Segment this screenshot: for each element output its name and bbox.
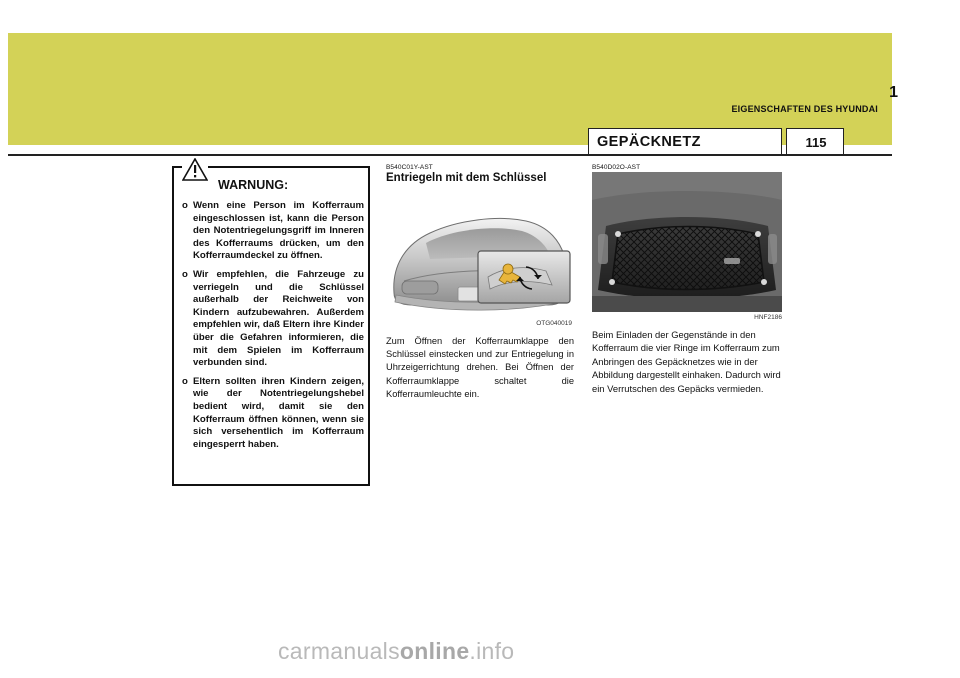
warning-triangle-icon bbox=[182, 158, 208, 181]
watermark-suffix: .info bbox=[469, 638, 515, 664]
page-number: 115 bbox=[805, 135, 827, 150]
body-paragraph: Zum Öffnen der Kofferraumklappe den Schlüssel einstecken und zur Entriegelung in Uhrzeigerrichtung drehen. Bei Öffnen der Kofferraumklappe schaltet die Kofferraumleuchte ein. bbox=[386, 336, 574, 399]
chapter-title: EIGENSCHAFTEN DES HYUNDAI bbox=[731, 104, 878, 114]
list-item bbox=[182, 269, 364, 370]
watermark-bold: online bbox=[399, 638, 470, 664]
header-rule bbox=[8, 154, 892, 156]
watermark bbox=[278, 638, 514, 665]
page-number-box bbox=[786, 128, 844, 155]
figure-code: B540C01Y-AST bbox=[386, 164, 433, 171]
list-item bbox=[182, 200, 364, 263]
figure-caption: OTG040019 bbox=[536, 320, 572, 327]
warning-item-text: Eltern sollten ihren Kindern zeigen, wie der Notentriegelungshebel bedient wird, damit sie den Kofferraum öffnen können, wenn sie sich versehentlich im Kofferraum eingesperrt haben. bbox=[193, 375, 364, 450]
warning-item-text: Wenn eine Person im Kofferraum eingeschlossen ist, kann die Person den Notentriegelungsgriff im Inneren des Kofferraums drücken, um den Kofferraumdeckel zu öffnen. bbox=[193, 200, 364, 262]
column-key-unlock bbox=[386, 164, 574, 401]
column-cargo-net bbox=[592, 164, 782, 395]
list-bullet: o bbox=[182, 200, 188, 211]
warning-list bbox=[182, 200, 364, 457]
section-title: GEPÄCKNETZ bbox=[597, 134, 701, 150]
subsection-heading: Entriegeln mit dem Schlüssel bbox=[386, 172, 547, 184]
body-paragraph: Beim Einladen der Gegenstände in den Kofferraum die vier Ringe im Kofferraum zum Anbringen des Gepäcknetzes wie in der Abbildung dargestellt einhaken. Dadurch wird ein Verrutschen des Gepäcks vermieden. bbox=[592, 329, 781, 394]
warning-box bbox=[172, 166, 370, 486]
sedan-rear-trunk-key-illustration bbox=[386, 189, 574, 329]
chapter-number: 1 bbox=[889, 84, 898, 101]
warning-heading: WARNUNG: bbox=[218, 178, 289, 192]
figure-caption: HNF2186 bbox=[754, 314, 782, 321]
trunk-cargo-net-photo bbox=[592, 172, 782, 312]
list-bullet: o bbox=[182, 375, 188, 387]
figure-code: B540D02O-AST bbox=[592, 164, 641, 171]
list-bullet: o bbox=[182, 268, 188, 280]
watermark-plain: carmanuals bbox=[278, 638, 400, 664]
warning-item-text: Wir empfehlen, die Fahrzeuge zu verriegeln und die Schlüssel außerhalb der Reichweite von Kindern aufzubewahren. Außerdem empfehlen wir, daß Eltern ihre Kinder über die Gefahren informieren, die mit dem Spielen im Kofferraum verbunden sind. bbox=[193, 268, 364, 369]
list-item bbox=[182, 376, 364, 452]
section-title-box bbox=[588, 128, 782, 156]
